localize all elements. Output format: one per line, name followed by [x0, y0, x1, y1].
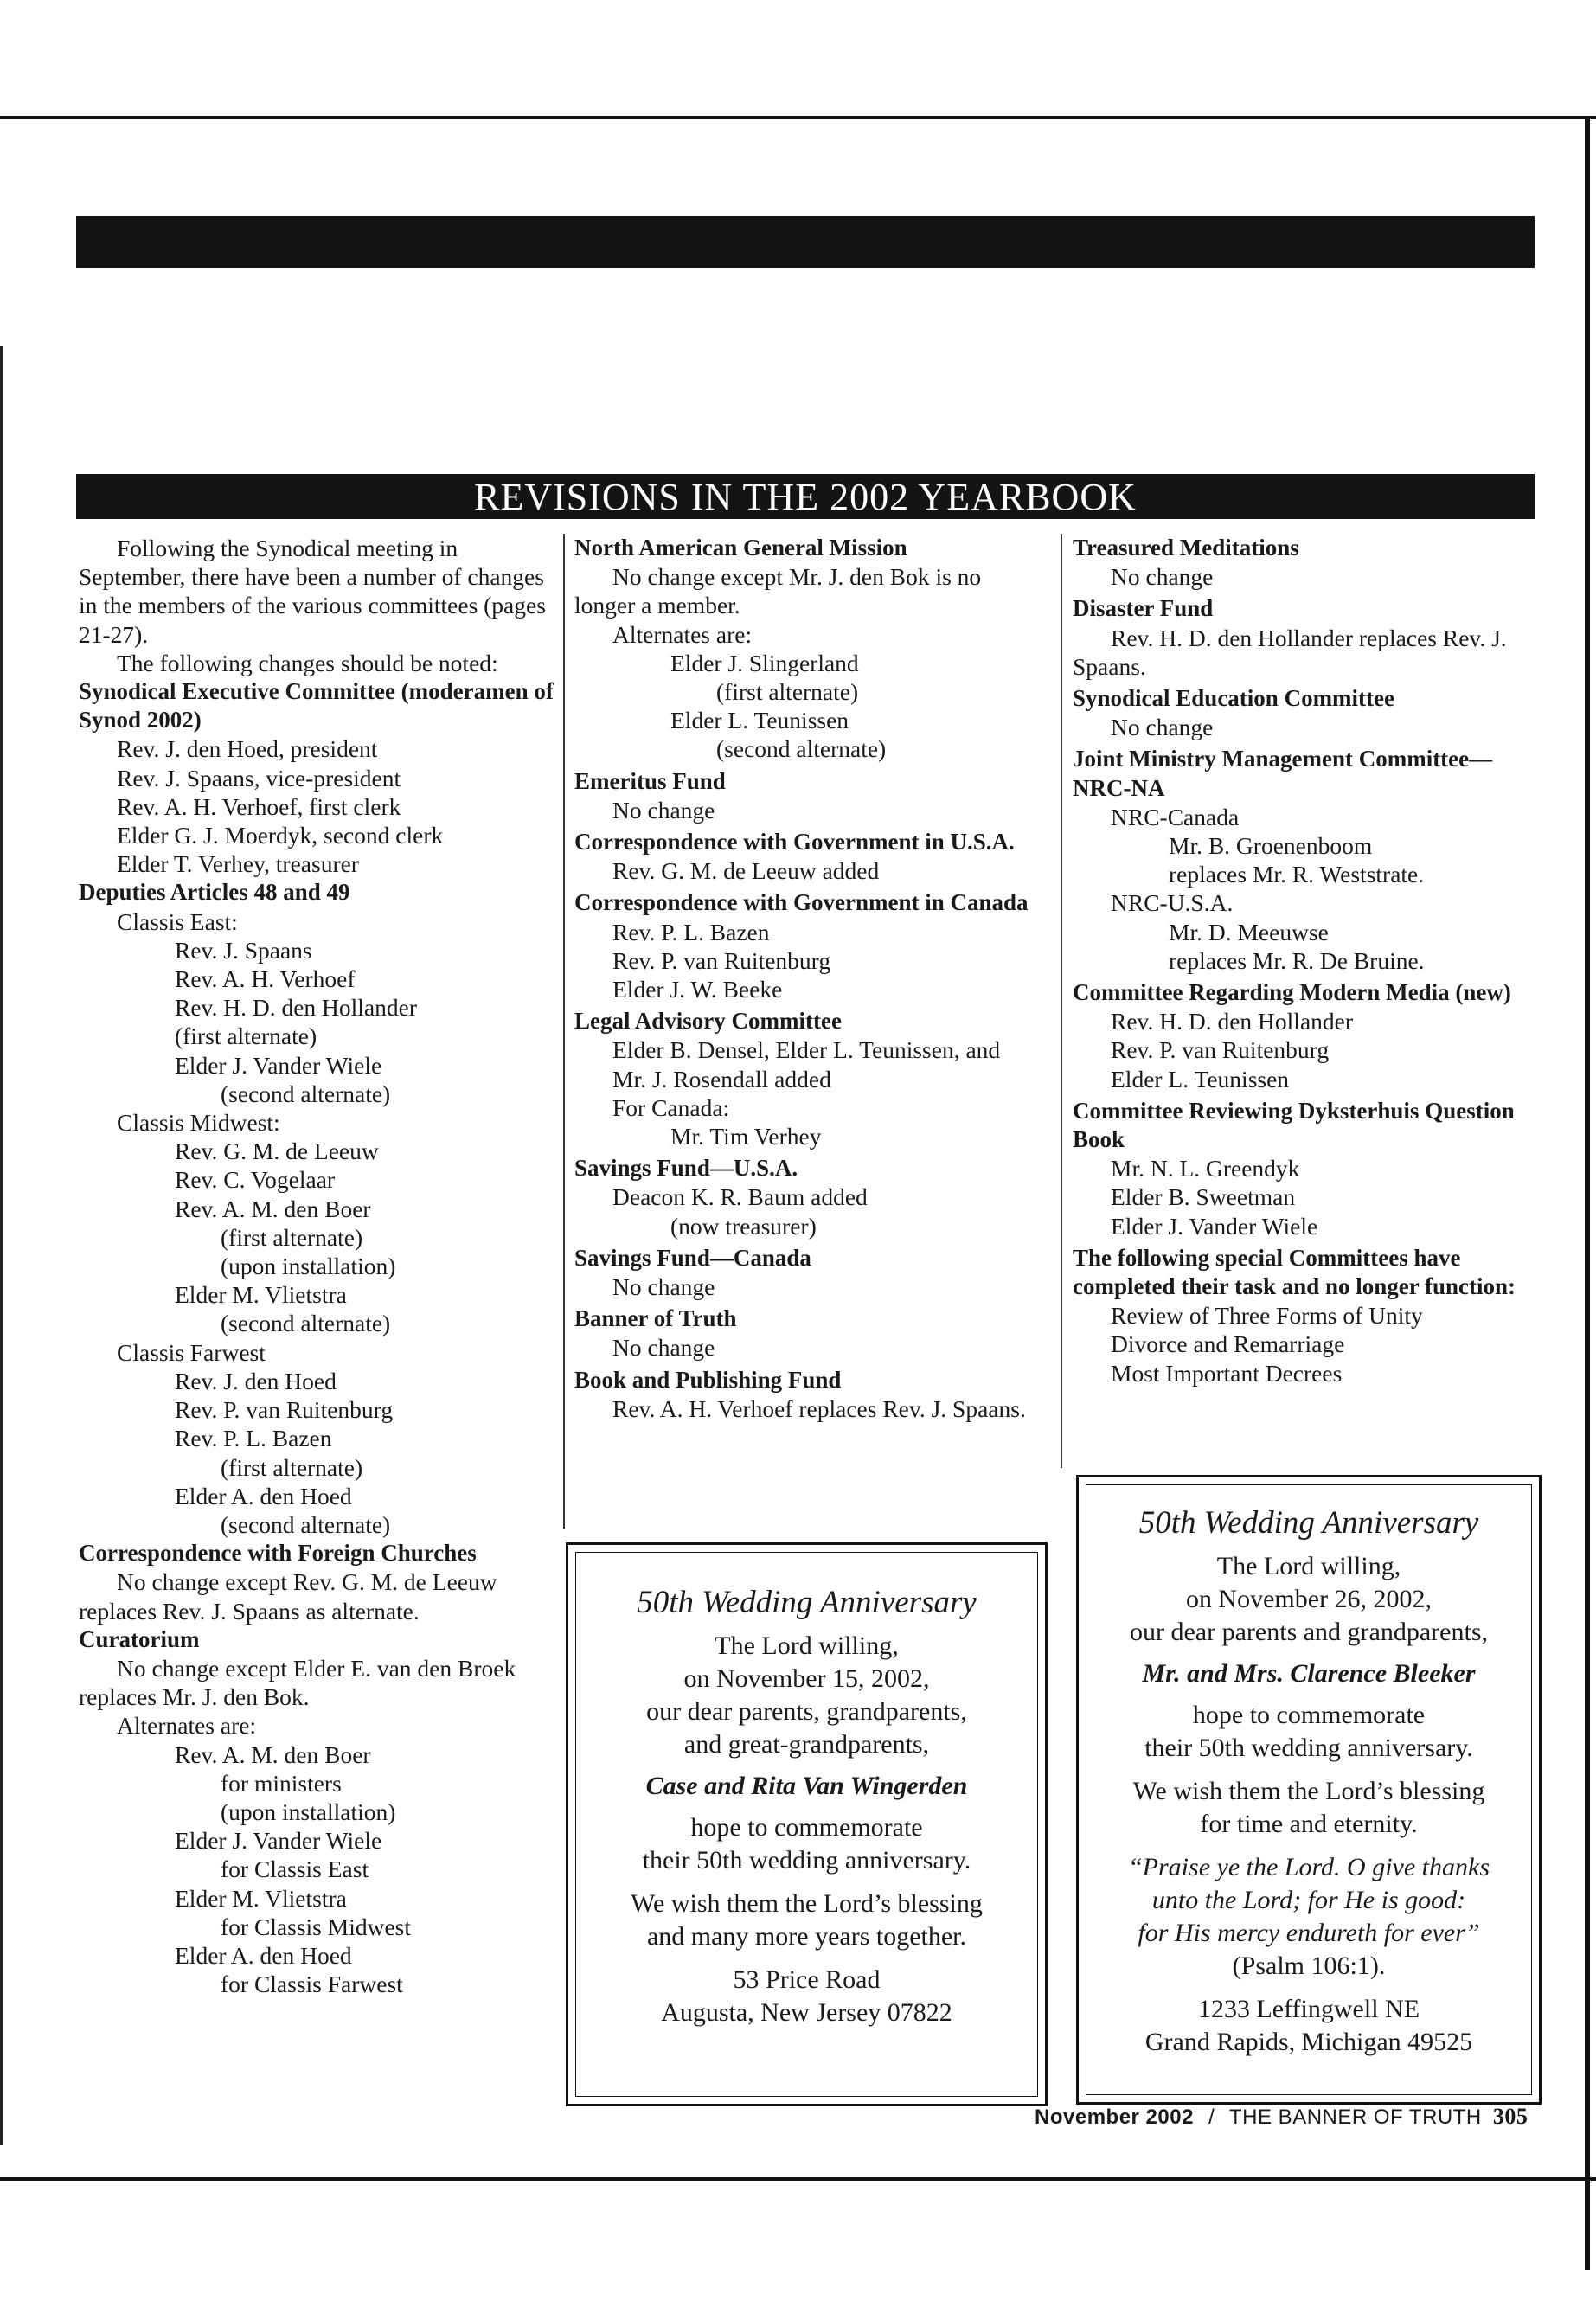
- list-item: Mr. B. Groenenboom: [1169, 832, 1373, 860]
- exec-heading: Synodical Executive Committee (moderamen of Synod 2002): [79, 678, 554, 734]
- list-item: Elder J. Slingerland: [670, 649, 859, 676]
- list-item: Rev. P. van Ruitenburg: [1111, 1036, 1330, 1064]
- list-item: Elder L. Teunissen: [1111, 1065, 1290, 1093]
- address-line: 53 Price Road: [733, 1965, 881, 1994]
- curatorium-text: No change except Elder E. van den Broek replaces Mr. J. den Bok.: [79, 1654, 516, 1711]
- list-item: replaces Mr. R. De Bruine.: [1169, 946, 1425, 974]
- quote-line: unto the Lord; for He is good:: [1151, 1886, 1466, 1914]
- legal-canada-label: For Canada:: [612, 1093, 730, 1121]
- savings-canada-text: No change: [612, 1273, 715, 1301]
- ad-line: and many more years together.: [646, 1922, 967, 1951]
- nagm-heading: North American General Mission: [574, 535, 907, 561]
- ad-line: hope to commemorate: [690, 1813, 923, 1842]
- column-1: [79, 534, 554, 1998]
- emeritus-heading: Emeritus Fund: [574, 767, 726, 794]
- list-item: Divorce and Remarriage: [1111, 1330, 1345, 1358]
- legal-heading: Legal Advisory Committee: [574, 1008, 842, 1035]
- address-line: Augusta, New Jersey 07822: [661, 1998, 952, 2027]
- bottom-rule: [0, 2177, 1596, 2181]
- emeritus-text: No change: [612, 796, 715, 824]
- joint-usa-label: NRC-U.S.A.: [1111, 889, 1234, 917]
- list-item: Elder A. den Hoed: [175, 1482, 352, 1509]
- list-item: Rev. P. L. Bazen: [612, 918, 770, 945]
- list-item: Deacon K. R. Baum added: [612, 1183, 868, 1211]
- list-item: Elder M. Vlietstra: [175, 1281, 347, 1309]
- ad-line: their 50th wedding anniversary.: [642, 1846, 971, 1875]
- quote-line: “Praise ye the Lord. O give thanks: [1128, 1853, 1490, 1881]
- ad-line: We wish them the Lord’s blessing: [631, 1889, 983, 1918]
- disaster-text: Rev. H. D. den Hollander replaces Rev. J. Spaans.: [1073, 624, 1507, 680]
- list-item: Rev. P. L. Bazen: [175, 1425, 332, 1452]
- disaster-heading: Disaster Fund: [1073, 595, 1214, 622]
- list-item: Mr. D. Meeuwse: [1169, 918, 1329, 945]
- ad-title: 50th Wedding Anniversary: [1138, 1505, 1479, 1541]
- list-item: Rev. H. D. den Hollander: [175, 994, 418, 1022]
- couple-names: Mr. and Mrs. Clarence Bleeker: [1142, 1659, 1476, 1688]
- column-divider-1: [563, 534, 565, 1529]
- book-heading: Book and Publishing Fund: [574, 1366, 842, 1393]
- list-item: for Classis Midwest: [221, 1913, 411, 1940]
- list-item: Elder J. Vander Wiele: [175, 1051, 382, 1079]
- list-item: (upon installation): [221, 1798, 396, 1825]
- usa-text: Rev. G. M. de Leeuw added: [612, 857, 880, 885]
- spacer: [1079, 1765, 1539, 1775]
- joint-heading: Joint Ministry Management Committee— NRC-NA: [1073, 746, 1493, 801]
- list-item: Elder B. Sweetman: [1111, 1183, 1296, 1211]
- list-item: for Classis Farwest: [221, 1971, 403, 1998]
- foreign-heading: Correspondence with Foreign Churches: [79, 1540, 477, 1567]
- page-number: 305: [1492, 2104, 1529, 2129]
- spacer: [1079, 1841, 1539, 1851]
- classis-east-label: Classis East:: [117, 907, 238, 935]
- classis-farwest-label: Classis Farwest: [117, 1338, 266, 1366]
- quote-line: for His mercy endureth for ever”: [1138, 1919, 1480, 1947]
- list-item: Rev. J. Spaans: [175, 936, 312, 964]
- page-footer: [1035, 2104, 1528, 2130]
- list-item: Rev. J. den Hoed, president: [117, 735, 378, 763]
- ad-line: The Lord willing,: [715, 1631, 899, 1660]
- ad-line: on November 15, 2002,: [683, 1664, 930, 1693]
- list-item: Elder J. Vander Wiele: [1111, 1212, 1318, 1240]
- top-rule: [0, 116, 1596, 119]
- list-item: (second alternate): [221, 1510, 391, 1538]
- address-line: Grand Rapids, Michigan 49525: [1144, 2028, 1473, 2056]
- left-edge-rule: [0, 346, 3, 2145]
- education-text: No change: [1111, 714, 1214, 741]
- list-item: (first alternate): [175, 1022, 317, 1050]
- footer-date: November 2002: [1035, 2106, 1194, 2129]
- list-item: Mr. N. L. Greendyk: [1111, 1155, 1300, 1183]
- list-item: (first alternate): [221, 1223, 363, 1251]
- usa-heading: Correspondence with Government in U.S.A.: [574, 829, 1015, 856]
- list-item: Rev. C. Vogelaar: [175, 1166, 336, 1194]
- ad-content: [1079, 1503, 1539, 2059]
- list-item: for ministers: [221, 1769, 342, 1797]
- ad-line: and great-grandparents,: [683, 1730, 930, 1759]
- foreign-text: No change except Rev. G. M. de Leeuw replaces Rev. J. Spaans as alternate.: [79, 1568, 497, 1625]
- ad-line: hope to commemorate: [1192, 1701, 1426, 1729]
- right-edge-rule: [1585, 116, 1590, 2270]
- anniversary-ad-bleeker: [1076, 1475, 1542, 2105]
- ad-line: for time and eternity.: [1200, 1810, 1418, 1838]
- list-item: Rev. J. den Hoed: [175, 1367, 337, 1394]
- column-3: [1073, 534, 1544, 1388]
- list-item: for Classis East: [221, 1856, 369, 1883]
- list-item: Rev. A. M. den Boer: [175, 1195, 371, 1222]
- list-item: (second alternate): [221, 1080, 391, 1107]
- spacer: [568, 1877, 1045, 1888]
- column-divider-2: [1061, 534, 1062, 1468]
- ad-line: The Lord willing,: [1216, 1552, 1401, 1580]
- black-banner-bar: [76, 216, 1535, 268]
- spacer: [568, 1953, 1045, 1964]
- curatorium-heading: Curatorium: [79, 1625, 200, 1652]
- list-item: Rev. P. van Ruitenburg: [612, 946, 831, 974]
- list-item: Most Important Decrees: [1111, 1359, 1343, 1387]
- list-item: (first alternate): [716, 678, 859, 706]
- section-title: REVISIONS IN THE 2002 YEARBOOK: [76, 474, 1535, 519]
- list-item: Rev. A. H. Verhoef, first clerk: [117, 792, 401, 820]
- alternates-label: Alternates are:: [117, 1712, 257, 1740]
- list-item: (second alternate): [716, 735, 887, 763]
- list-item: (upon installation): [221, 1253, 396, 1280]
- canada-heading: Correspondence with Government in Canada: [574, 889, 1029, 916]
- list-item: Rev. H. D. den Hollander: [1111, 1008, 1354, 1035]
- savings-canada-heading: Savings Fund—Canada: [574, 1244, 811, 1271]
- ad-line: our dear parents, grandparents,: [646, 1697, 967, 1726]
- anniversary-ad-van-wingerden: [566, 1542, 1048, 2106]
- spacer: [1079, 1983, 1539, 1993]
- dyk-heading: Committee Reviewing Dyksterhuis Question Book: [1073, 1097, 1515, 1153]
- alternates-label: Alternates are:: [612, 620, 753, 648]
- banner-text: No change: [612, 1334, 715, 1362]
- footer-magazine: THE BANNER OF TRUTH: [1229, 2106, 1482, 2129]
- ad-line: on November 26, 2002,: [1185, 1585, 1433, 1613]
- list-item: Elder T. Verhey, treasurer: [117, 850, 359, 878]
- list-item: Elder J. W. Beeke: [612, 976, 783, 1003]
- quote-reference: (Psalm 106:1).: [1232, 1952, 1386, 1980]
- list-item: Rev. G. M. de Leeuw: [175, 1138, 379, 1165]
- nagm-text: No change except Mr. J. den Bok is no longer a member.: [574, 563, 982, 619]
- education-heading: Synodical Education Committee: [1073, 685, 1395, 712]
- treasured-heading: Treasured Meditations: [1073, 535, 1299, 561]
- ad-content: [568, 1583, 1045, 2029]
- couple-names: Case and Rita Van Wingerden: [645, 1772, 968, 1800]
- deputies-heading: Deputies Articles 48 and 49: [79, 879, 350, 906]
- list-item: Rev. A. H. Verhoef: [175, 965, 356, 993]
- list-item: Rev. J. Spaans, vice-president: [117, 764, 401, 792]
- list-item: replaces Mr. R. Weststrate.: [1169, 861, 1425, 888]
- classis-midwest-label: Classis Midwest:: [117, 1109, 280, 1137]
- list-item: Elder A. den Hoed: [175, 1941, 352, 1969]
- intro-paragraph-2: The following changes should be noted:: [117, 649, 498, 676]
- ad-line: We wish them the Lord’s blessing: [1132, 1777, 1485, 1805]
- intro-paragraph: Following the Synodical meeting in September, there have been a number of changes in the members of the various committees (pages 21-27).: [79, 535, 546, 648]
- list-item: Elder J. Vander Wiele: [175, 1827, 382, 1855]
- completed-heading: The following special Committees have completed their task and no longer function:: [1073, 1244, 1516, 1300]
- list-item: Review of Three Forms of Unity: [1111, 1302, 1423, 1330]
- list-item: Elder G. J. Moerdyk, second clerk: [117, 822, 444, 849]
- list-item: (first alternate): [221, 1453, 363, 1481]
- list-item: Mr. Tim Verhey: [670, 1123, 822, 1150]
- media-heading: Committee Regarding Modern Media (new): [1073, 979, 1511, 1006]
- list-item: Elder M. Vlietstra: [175, 1884, 347, 1912]
- list-item: Rev. P. van Ruitenburg: [175, 1396, 394, 1424]
- list-item: (second alternate): [221, 1310, 391, 1337]
- ad-line: their 50th wedding anniversary.: [1144, 1734, 1473, 1762]
- treasured-text: No change: [1111, 563, 1214, 591]
- book-text: Rev. A. H. Verhoef replaces Rev. J. Spaans.: [612, 1394, 1026, 1422]
- joint-canada-label: NRC-Canada: [1111, 803, 1240, 830]
- ad-line: our dear parents and grandparents,: [1130, 1618, 1488, 1646]
- legal-text: Elder B. Densel, Elder L. Teunissen, and Mr. J. Rosendall added: [612, 1036, 1001, 1093]
- banner-heading: Banner of Truth: [574, 1305, 737, 1332]
- list-item: (now treasurer): [670, 1212, 817, 1240]
- address-line: 1233 Leffingwell NE: [1197, 1995, 1420, 2023]
- savings-usa-heading: Savings Fund—U.S.A.: [574, 1155, 798, 1182]
- column-2: [574, 534, 1033, 1423]
- footer-separator: /: [1208, 2106, 1215, 2129]
- list-item: Rev. A. M. den Boer: [175, 1740, 371, 1768]
- exec-list: [79, 734, 554, 878]
- list-item: Elder L. Teunissen: [670, 707, 849, 734]
- ad-title: 50th Wedding Anniversary: [637, 1585, 977, 1620]
